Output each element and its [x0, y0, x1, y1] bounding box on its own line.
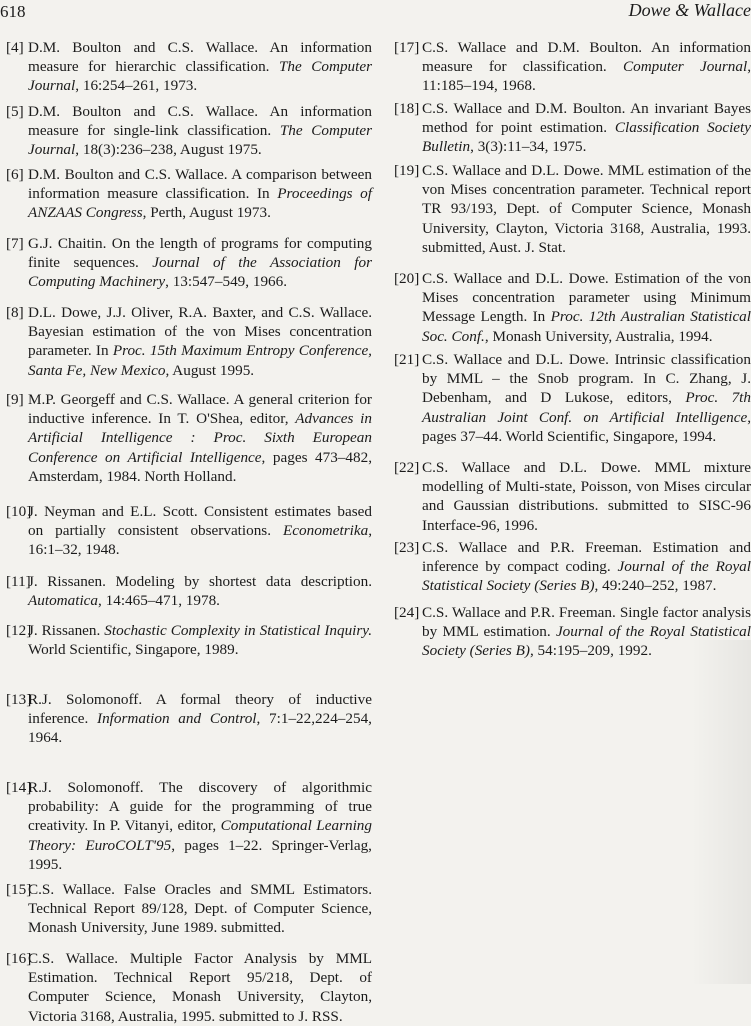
reference-number: [14] [6, 779, 32, 796]
reference-item [392, 38, 751, 96]
reference-text: G.J. Chaitin. On the length of programs for computing finite sequences. Journal of the Association for Computing Machinery, 13:547–549, 1966. [28, 235, 372, 291]
reference-number: [15] [6, 881, 32, 898]
reference-text: C.S. Wallace and D.M. Boulton. An information measure for classification. Computer Journal, 11:185–194, 1968. [422, 39, 751, 95]
reference-text: C.S. Wallace and D.L. Dowe. Estimation of the von Mises concentration parameter using Minimum Message Length. In Proc. 12th Australian Statistical Soc. Conf., Monash University, Australia, 1994. [422, 270, 751, 345]
reference-text: R.J. Solomonoff. The discovery of algorithmic probability: A guide for the programming of true creativity. In P. Vitanyi, editor, Computational Learning Theory: EuroCOLT'95, pages 1–22. Springer-Verlag, 1995. [28, 779, 372, 873]
reference-item [0, 690, 372, 748]
reference-text: C.S. Wallace and D.L. Dowe. Intrinsic classification by MML – the Snob program. In C. Zhang, J. Debenham, and D Lukose, editors, Proc. 7th Australian Joint Conf. on Artificial Intelligence, pages 37–44. World Scientific, Singapore, 1994. [422, 351, 751, 445]
reference-number: [18] [394, 100, 420, 117]
reference-item [0, 102, 372, 160]
reference-text: C.S. Wallace and D.L. Dowe. MML mixture modelling of Multi-state, Poisson, von Mises circular and Gaussian distributions. submitted to SISC-96 Interface-96, 1996. [422, 459, 751, 534]
reference-number: [24] [394, 604, 420, 621]
reference-text: D.M. Boulton and C.S. Wallace. An information measure for hierarchic classification. The Computer Journal, 16:254–261, 1973. [28, 39, 373, 95]
page-show-through [691, 640, 751, 984]
reference-number: [6] [6, 166, 24, 183]
reference-number: [13] [6, 691, 32, 708]
reference-text: R.J. Solomonoff. A formal theory of inductive inference. Information and Control, 7:1–22,224–254, 1964. [28, 691, 372, 747]
reference-item [392, 269, 751, 346]
reference-number: [12] [6, 622, 32, 639]
reference-item [0, 778, 372, 874]
reference-text: D.M. Boulton and C.S. Wallace. An information measure for single-link classification. The Computer Journal, 18(3):236–238, August 1975. [28, 103, 372, 159]
reference-number: [21] [394, 351, 420, 368]
reference-item [0, 572, 372, 610]
reference-number: [23] [394, 539, 420, 556]
reference-item [0, 38, 372, 96]
reference-item [0, 621, 372, 659]
reference-number: [10] [6, 503, 32, 520]
reference-number: [16] [6, 950, 32, 967]
reference-number: [5] [6, 103, 24, 120]
reference-item [0, 880, 372, 938]
reference-item [0, 390, 372, 486]
reference-item [392, 161, 751, 257]
reference-number: [22] [394, 459, 420, 476]
reference-item [0, 234, 372, 292]
reference-item [392, 99, 751, 157]
reference-number: [19] [394, 162, 420, 179]
reference-number: [7] [6, 235, 24, 252]
reference-item [0, 165, 372, 223]
reference-item [392, 350, 751, 446]
reference-item [392, 458, 751, 535]
reference-number: [11] [6, 573, 31, 590]
reference-text: D.L. Dowe, J.J. Oliver, R.A. Baxter, and C.S. Wallace. Bayesian estimation of the von Mises concentration parameter. In Proc. 15th Maximum Entropy Conference, Santa Fe, New Mexico, August 1995. [28, 304, 372, 379]
reference-text: C.S. Wallace and D.M. Boulton. An invariant Bayes method for point estimation. Classification Society Bulletin, 3(3):11–34, 1975. [422, 100, 751, 156]
reference-text: C.S. Wallace and D.L. Dowe. MML estimation of the von Mises concentration parameter. Technical report TR 93/193, Dept. of Computer Science, Monash University, Clayton, Victoria 3168, Australia, 1993. submitted, Aust. J. Stat. [422, 162, 751, 256]
reference-number: [4] [6, 39, 24, 56]
reference-text: C.S. Wallace and P.R. Freeman. Single factor analysis by MML estimation. Journal of the Royal Statistical Society (Series B), 54:195–209, 1992. [422, 604, 751, 660]
reference-text: J. Neyman and E.L. Scott. Consistent estimates based on partially consistent observations. Econometrika, 16:1–32, 1948. [28, 503, 372, 559]
reference-text: C.S. Wallace. False Oracles and SMML Estimators. Technical Report 89/128, Dept. of Computer Science, Monash University, June 1989. submitted. [28, 881, 372, 937]
reference-number: [17] [394, 39, 420, 56]
running-head: Dowe & Wallace [628, 0, 751, 20]
reference-text: D.M. Boulton and C.S. Wallace. A comparison between information measure classification. In Proceedings of ANZAAS Congress, Perth, August 1973. [28, 166, 372, 222]
reference-item [392, 538, 751, 596]
reference-text: J. Rissanen. Modeling by shortest data description. Automatica, 14:465–471, 1978. [28, 573, 372, 610]
reference-text: J. Rissanen. Stochastic Complexity in Statistical Inquiry. World Scientific, Singapore, 1989. [28, 622, 373, 659]
reference-text: C.S. Wallace and P.R. Freeman. Estimation and inference by compact coding. Journal of the Royal Statistical Society (Series B), 49:240–252, 1987. [422, 539, 751, 595]
reference-number: [20] [394, 270, 420, 287]
reference-number: [9] [6, 391, 24, 408]
reference-number: [8] [6, 304, 24, 321]
page-number: 618 [0, 2, 26, 21]
reference-text: M.P. Georgeff and C.S. Wallace. A general criterion for inductive inference. In T. O'Shea, editor, Advances in Artificial Intelligence : Proc. Sixth European Conference on Artificial Intelligence, pages 473–482, Amsterdam, 1984. North Holland. [28, 391, 372, 485]
reference-item [0, 303, 372, 380]
reference-item [0, 949, 372, 1026]
reference-text: C.S. Wallace. Multiple Factor Analysis by MML Estimation. Technical Report 95/218, Dept. of Computer Science, Monash University, Clayton, Victoria 3168, Australia, 1995. submitted to J. RSS. [28, 950, 372, 1025]
reference-item [0, 502, 372, 560]
